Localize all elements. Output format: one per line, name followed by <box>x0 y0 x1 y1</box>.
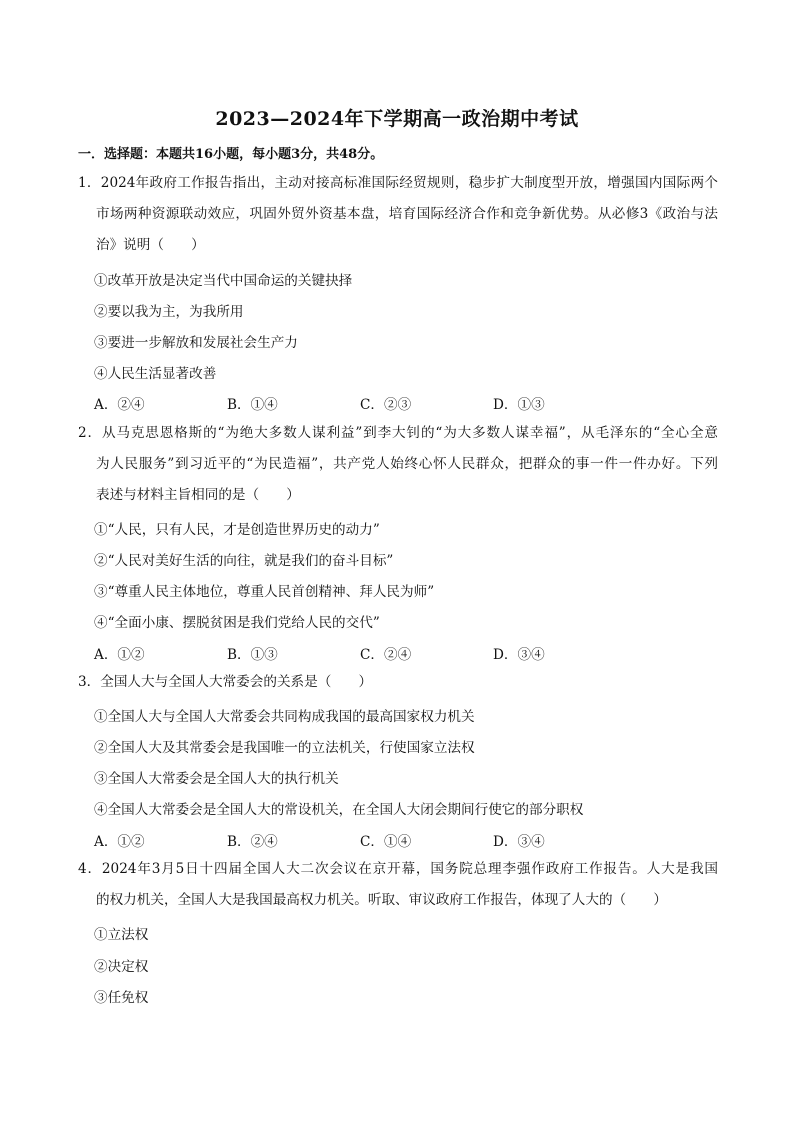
question-1-option-1: ①改革开放是决定当代中国命运的关键抉择 <box>94 273 353 289</box>
question-3-option-3: ③全国人大常委会是全国人大的执行机关 <box>94 771 339 787</box>
question-3-choice-c[interactable]: C．①④ <box>360 834 412 850</box>
question-4-option-1: ①立法权 <box>94 927 149 943</box>
question-2-option-3: ③“尊重人民主体地位，尊重人民首创精神、拜人民为师” <box>94 584 435 600</box>
question-1-choice-a[interactable]: A．②④ <box>94 397 145 413</box>
question-4-line-2: 的权力机关，全国人大是我国最高权力机关。听取、审议政府工作报告，体现了人大的（ ） <box>96 892 667 908</box>
question-3-option-4: ④全国人大常委会是全国人大的常设机关，在全国人大闭会期间行使它的部分职权 <box>94 802 584 818</box>
question-1-line-2: 市场两种资源联动效应，巩固外贸外资基本盘，培育国际经济合作和竞争新优势。从必修3《政治与法 <box>96 206 718 222</box>
question-3-line-1: 3．全国人大与全国人大常委会的关系是（ ） <box>78 674 373 690</box>
question-2-line-1: 2．从马克思恩格斯的“为绝大多数人谋利益”到李大钊的“为大多数人谋幸福”，从毛泽东的“全心全意 <box>78 425 718 441</box>
question-2-choice-a[interactable]: A．①② <box>94 647 145 663</box>
question-1 <box>78 168 718 261</box>
question-4-option-3: ③任免权 <box>94 990 149 1006</box>
exam-title: 2023—2024年下学期高一政治期中考试 <box>215 108 579 130</box>
question-3-option-1: ①全国人大与全国人大常委会共同构成我国的最高国家权力机关 <box>94 709 475 725</box>
question-1-option-2: ②要以我为主，为我所用 <box>94 304 244 320</box>
question-2-option-4: ④“全面小康、摆脱贫困是我们党给人民的交代” <box>94 615 380 631</box>
question-1-choice-b[interactable]: B．①④ <box>227 397 278 413</box>
question-3-choice-d[interactable]: D．③④ <box>493 834 545 850</box>
question-1-option-4: ④人民生活显著改善 <box>94 366 217 382</box>
question-2-line-2: 为人民服务”到习近平的“为民造福”，共产党人始终心怀人民群众，把群众的事一件一件办好。下列 <box>96 456 718 472</box>
question-2 <box>78 418 718 511</box>
question-1-choice-c[interactable]: C．②③ <box>360 397 412 413</box>
question-1-line-1: 1．2024年政府工作报告指出，主动对接高标准国际经贸规则，稳步扩大制度型开放，增强国内国际两个 <box>78 175 718 191</box>
question-2-option-1: ①“人民，只有人民，才是创造世界历史的动力” <box>94 522 380 538</box>
question-2-line-3: 表述与材料主旨相同的是（ ） <box>96 487 300 503</box>
question-1-choice-d[interactable]: D．①③ <box>493 397 545 413</box>
question-3 <box>78 667 718 698</box>
question-4-option-2: ②决定权 <box>94 959 149 975</box>
question-2-option-2: ②“人民对美好生活的向往，就是我们的奋斗目标” <box>94 553 394 569</box>
question-2-choice-b[interactable]: B．①③ <box>227 647 278 663</box>
question-1-option-3: ③要进一步解放和发展社会生产力 <box>94 335 298 351</box>
question-2-choice-c[interactable]: C．②④ <box>360 647 412 663</box>
section-heading: 一．选择题：本题共16小题，每小题3分，共48分。 <box>78 147 384 162</box>
question-4-line-1: 4．2024年3月5日十四届全国人大二次会议在京开幕，国务院总理李强作政府工作报告。人大是我国 <box>78 861 718 877</box>
question-3-option-2: ②全国人大及其常委会是我国唯一的立法机关，行使国家立法权 <box>94 740 475 756</box>
question-1-line-3: 治》说明（ ） <box>96 237 205 253</box>
question-4 <box>78 854 718 916</box>
question-2-choice-d[interactable]: D．③④ <box>493 647 545 663</box>
question-3-choice-a[interactable]: A．①② <box>94 834 145 850</box>
question-3-choice-b[interactable]: B．②④ <box>227 834 278 850</box>
